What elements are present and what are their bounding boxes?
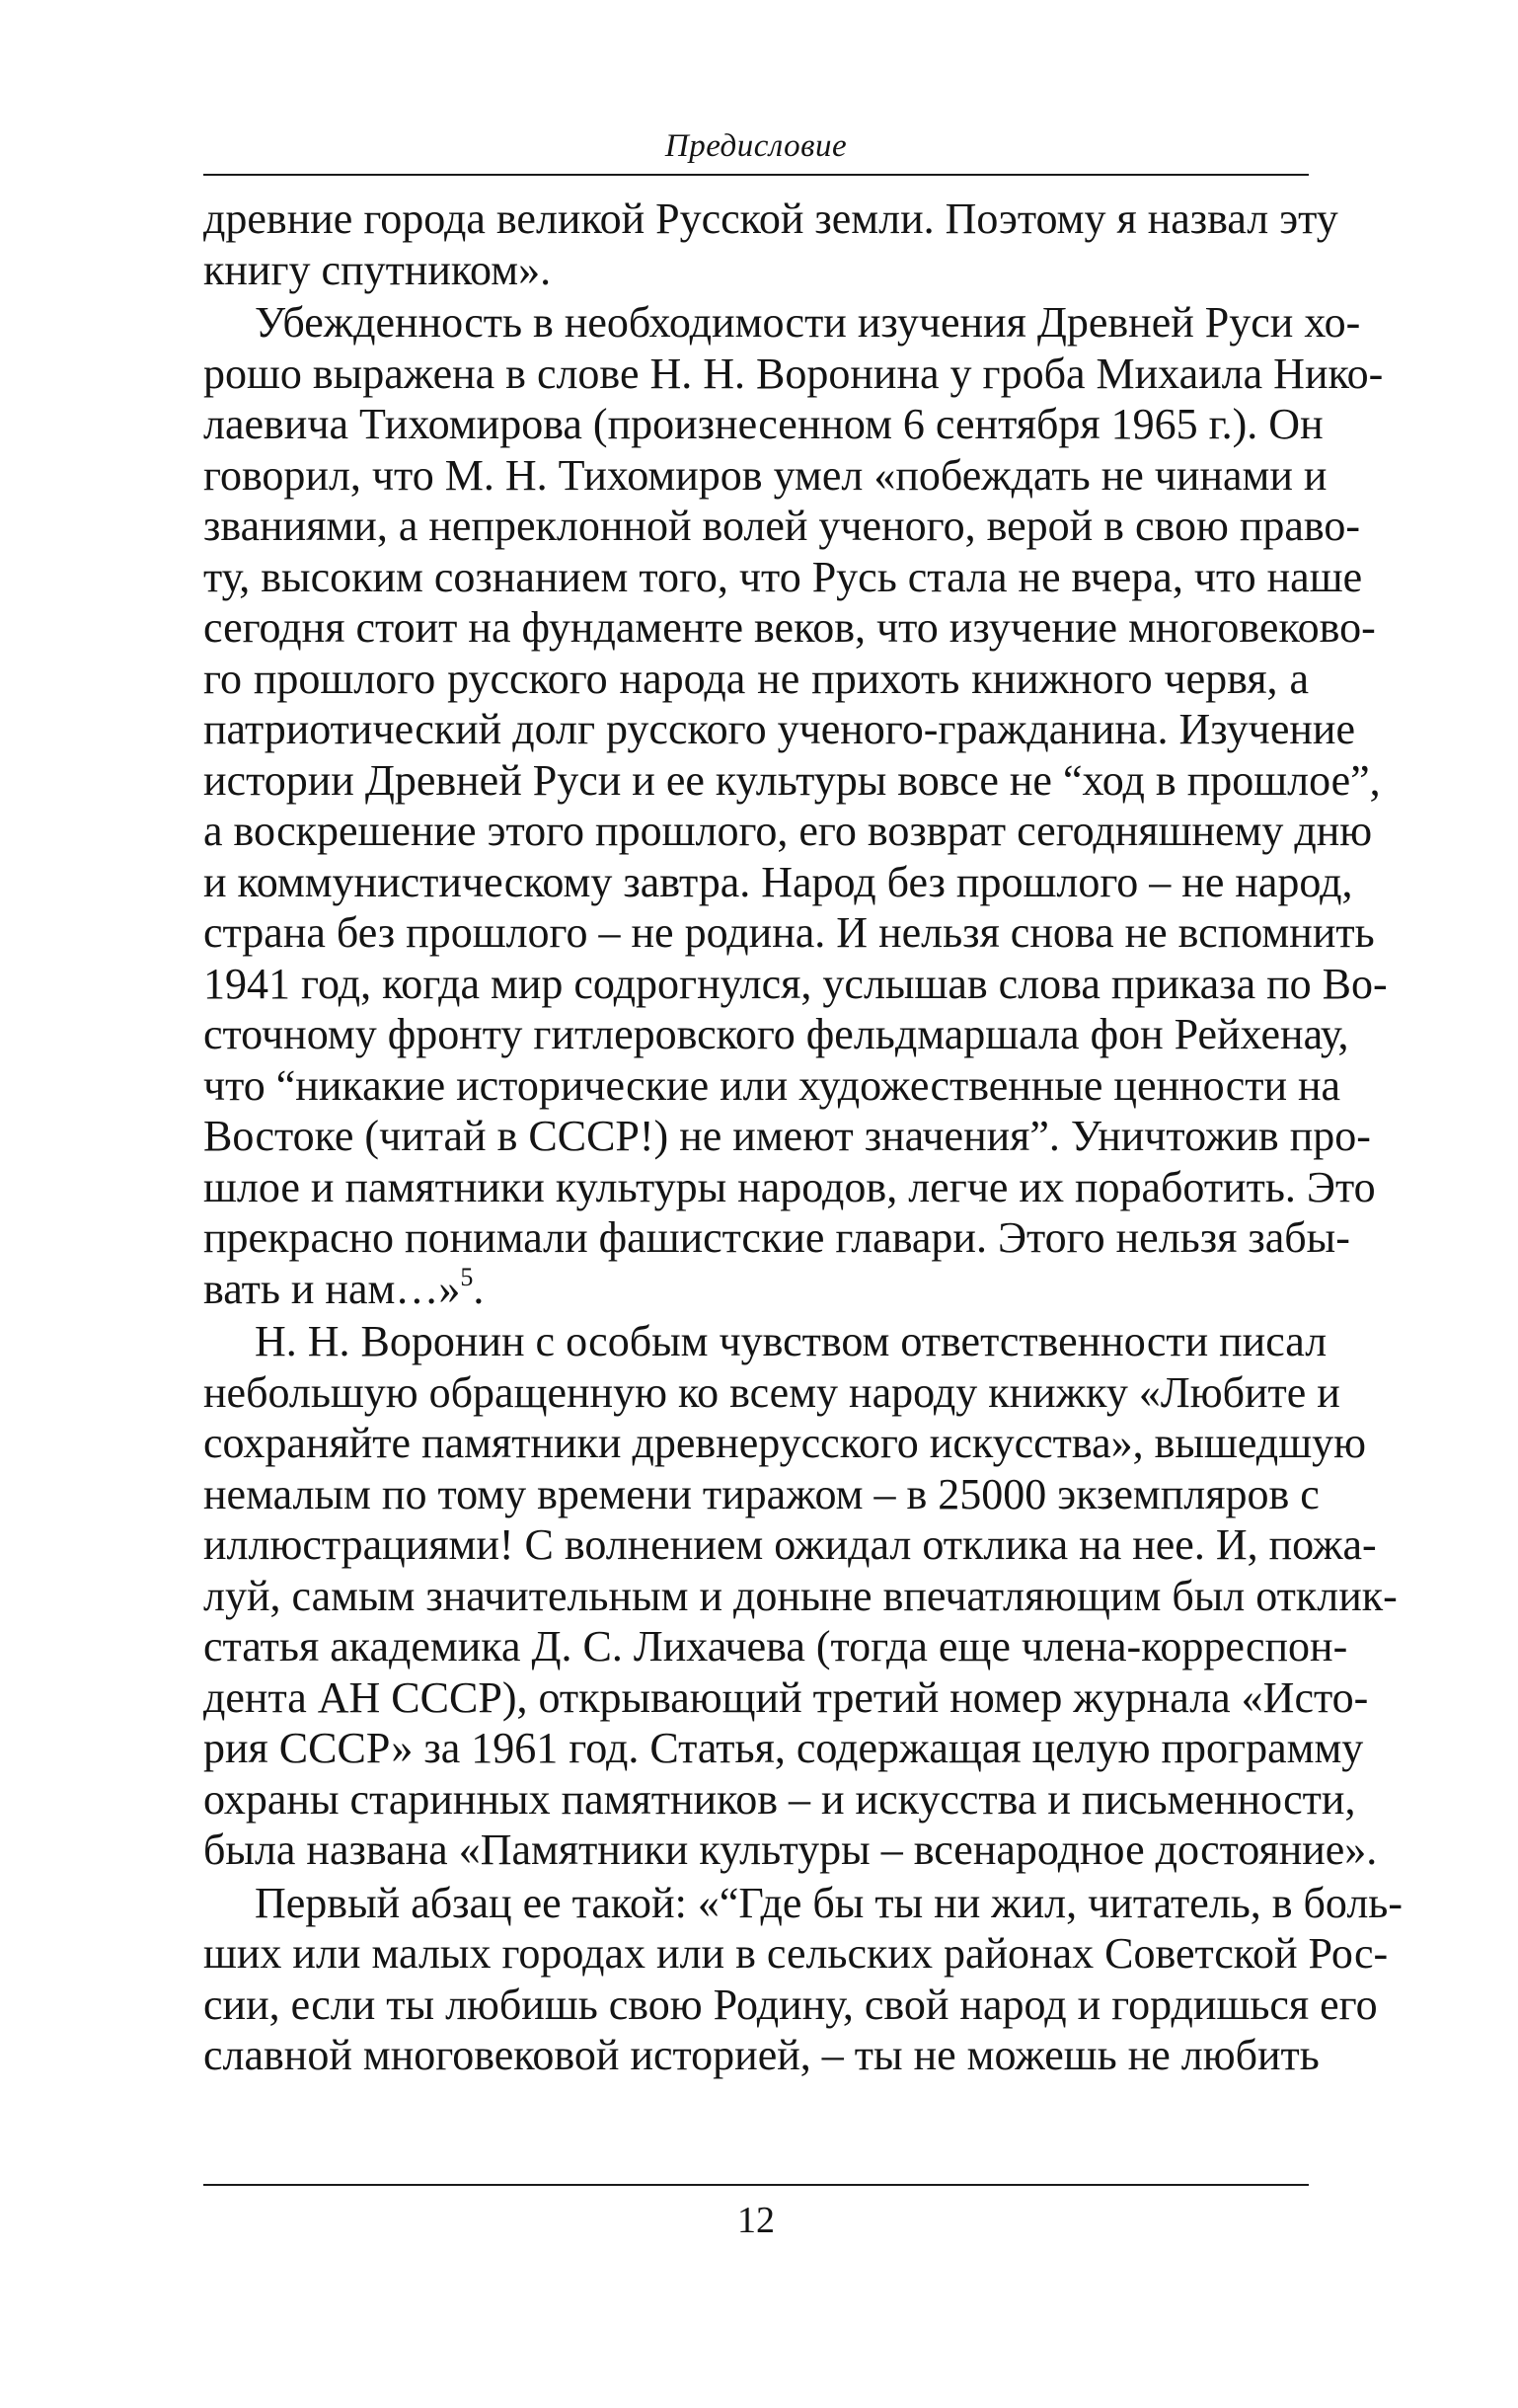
text-line: славной многовековой историей, – ты не можешь не любить: [203, 2031, 1320, 2079]
text-line: книгу спутником».: [203, 245, 552, 294]
text-line: Первый абзац ее такой: «“Где бы ты ни жил, читатель, в боль-: [255, 1878, 1404, 1927]
text-line: лаевича Тихомирова (произнесенном 6 сентября 1965 г.). Он: [203, 400, 1324, 448]
text-line: немалым по тому времени тиражом – в 25000 экземпляров с: [203, 1469, 1320, 1518]
text-line: иллюстрациями! С волнением ожидал отклика на нее. И, пожа-: [203, 1520, 1377, 1569]
text-line: небольшую обращенную ко всему народу книжку «Любите и: [203, 1367, 1340, 1417]
text-line: го прошлого русского народа не прихоть книжного червя, а: [203, 654, 1309, 703]
paragraph-1: [203, 194, 1338, 295]
sentence-end: .: [473, 1264, 485, 1313]
text-line: патриотический долг русского ученого-гражданина. Изучение: [203, 705, 1355, 753]
text-line: была названа «Памятники культуры – всенародное достояние».: [203, 1825, 1378, 1874]
text-line: прекрасно понимали фашистские главари. Этого нельзя забы-: [203, 1213, 1350, 1262]
text-line: говорил, что М. Н. Тихомиров умел «побеждать не чинами и: [203, 450, 1328, 500]
text-line: рошо выражена в слове Н. Н. Воронина у гроба Михаила Нико-: [203, 349, 1384, 398]
text-line: дента АН СССР), открывающий третий номер журнала «Исто-: [203, 1672, 1369, 1722]
text-line: и коммунистическому завтра. Народ без прошлого – не народ,: [203, 857, 1353, 906]
text-line: Убежденность в необходимости изучения Древней Руси хо-: [255, 298, 1361, 347]
footnote-marker: 5: [460, 1262, 474, 1291]
text-line: охраны старинных памятников – и искусства и письменности,: [203, 1774, 1356, 1824]
text-line: рия СССР» за 1961 год. Статья, содержащая целую программу: [203, 1724, 1364, 1772]
paragraph-3: [203, 1316, 1398, 1876]
text-line: сохраняйте памятники древнерусского искусства», вышедшую: [203, 1419, 1366, 1467]
page-number: 12: [737, 2200, 775, 2241]
text-line: что “никакие исторические или художественные ценности на: [203, 1060, 1341, 1110]
text-line: Востоке (читай в СССР!) не имеют значения”. Уничтожив про-: [203, 1112, 1371, 1160]
running-title: Предисловие: [664, 128, 848, 164]
body-text: [203, 194, 1404, 2081]
text-line: истории Древней Руси и ее культуры вовсе не “ход в прошлое”,: [203, 755, 1381, 805]
paragraph-2: [203, 297, 1388, 1314]
text-line: луй, самым значительным и доныне впечатляющим был отклик-: [203, 1571, 1398, 1620]
text-line: сегодня стоит на фундаменте веков, что изучение многовеково-: [203, 603, 1376, 652]
text-line: сии, если ты любишь свою Родину, свой народ и гордишься его: [203, 1980, 1378, 2029]
text-line: ших или малых городах или в сельских районах Советской Рос-: [203, 1929, 1389, 1978]
text-line: званиями, а непреклонной волей ученого, верой в свою право-: [203, 502, 1361, 550]
text-line: статья академика Д. С. Лихачева (тогда еще члена-корреспон-: [203, 1622, 1348, 1670]
text-line-content: вать и нам…»: [203, 1264, 461, 1313]
text-line: сточному фронту гитлеровского фельдмаршала фон Рейхенау,: [203, 1010, 1349, 1058]
text-line: 1941 год, когда мир содрогнулся, услышав слова приказа по Во-: [203, 959, 1388, 1008]
text-line: шлое и памятники культуры народов, легче их поработить. Это: [203, 1162, 1376, 1211]
paragraph-4: [203, 1878, 1404, 2081]
text-line: Н. Н. Воронин с особым чувством ответственности писал: [255, 1317, 1328, 1365]
text-line: страна без прошлого – не родина. И нельзя снова не вспомнить: [203, 908, 1375, 957]
header-rule: [203, 174, 1309, 176]
text-line-with-footnote: [203, 1264, 1309, 1315]
footer-rule: [203, 2184, 1309, 2186]
text-line: древние города великой Русской земли. Поэтому я назвал эту: [203, 194, 1338, 243]
text-line: ту, высоким сознанием того, что Русь стала не вчера, что наше: [203, 552, 1363, 601]
text-line: а воскрешение этого прошлого, его возврат сегодняшнему дню: [203, 807, 1373, 855]
